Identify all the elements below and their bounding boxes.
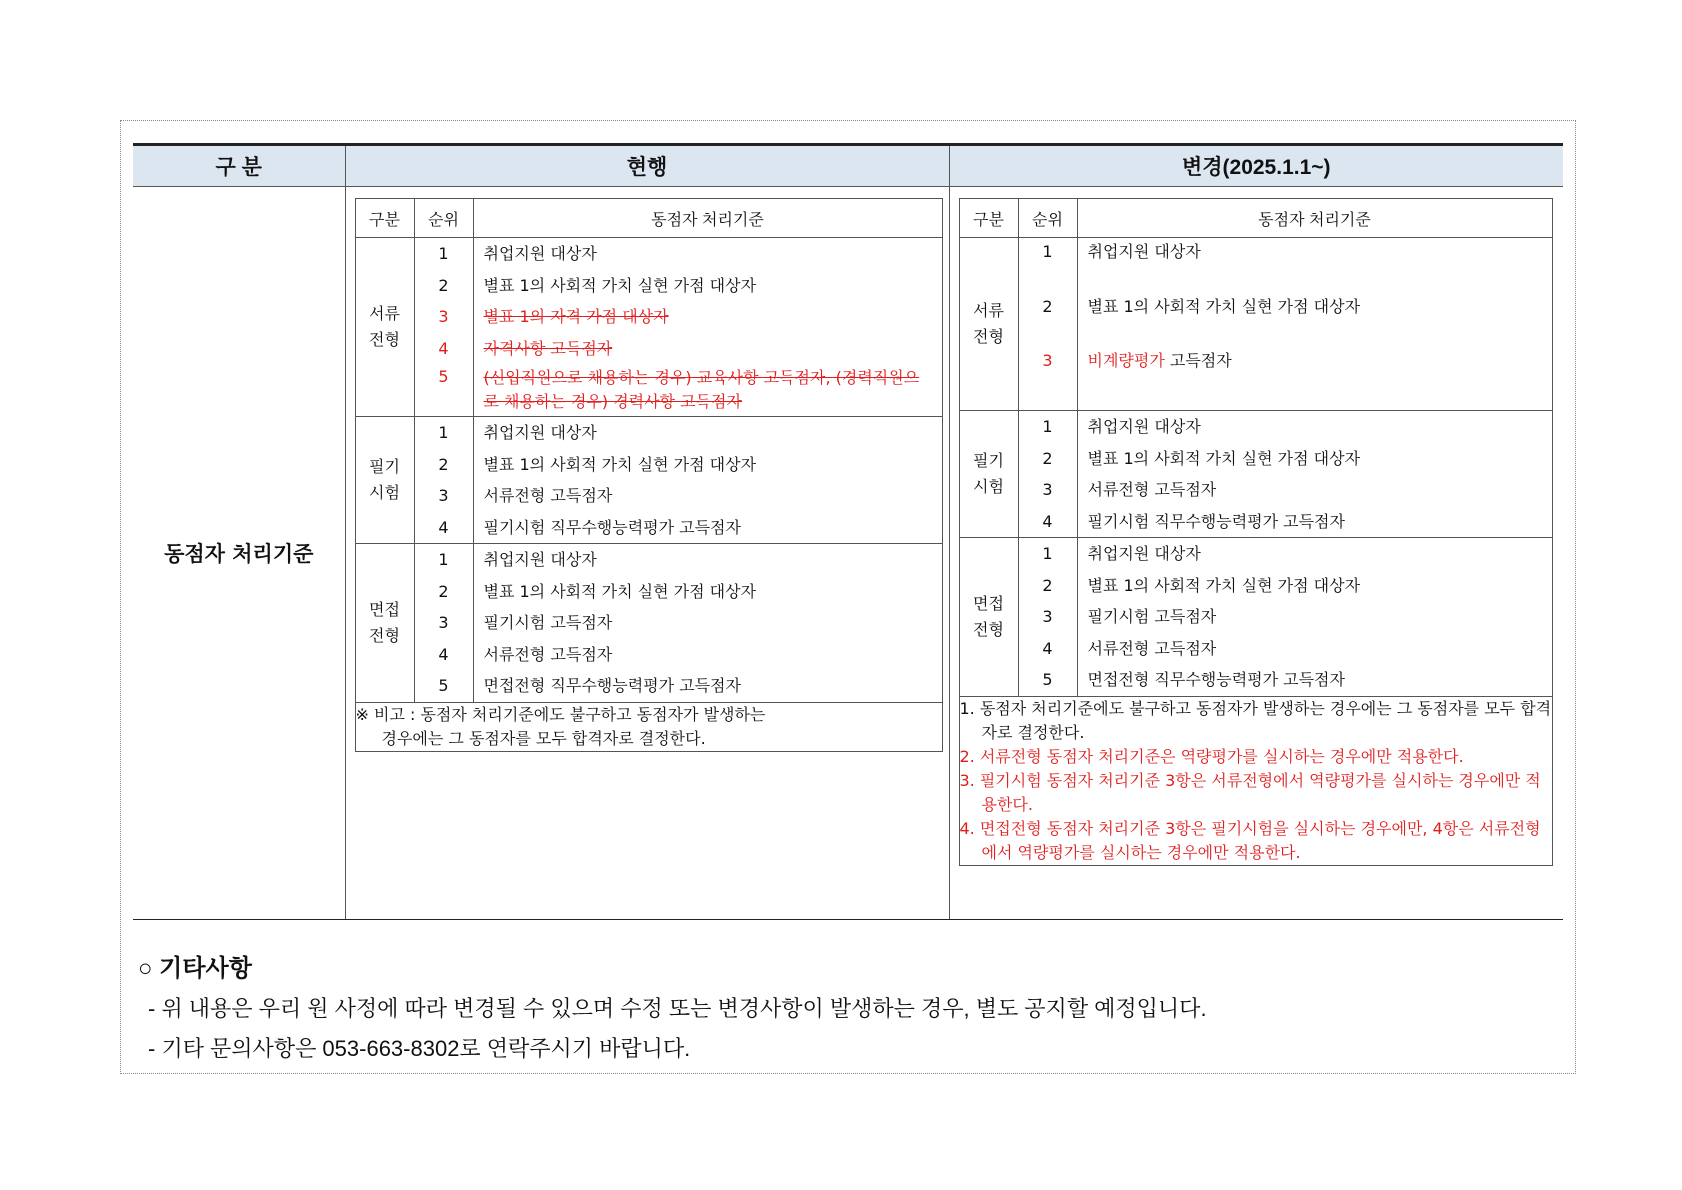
changed-document-group (959, 238, 1552, 411)
current-cell (345, 187, 949, 920)
rank: 4 (438, 338, 449, 358)
inner-header-group: 구분 (959, 199, 1018, 238)
criteria-text: 별표 1의 사회적 가치 실현 가점 대상자 (1087, 575, 1361, 595)
inner-header-rank: 순위 (414, 199, 473, 238)
criteria-text: 별표 1의 사회적 가치 실현 가점 대상자 (483, 275, 757, 295)
rank: 2 (438, 454, 449, 474)
criteria-text: 면접전형 직무수행능력평가 고득점자 (1087, 670, 1345, 689)
rank: 4 (1042, 638, 1053, 658)
current-note: ※ 비고 : 동점자 처리기준에도 불구하고 동점자가 발생하는 경우에는 그 동점자를 모두 합격자로 결정한다. (355, 702, 942, 751)
inner-header-rank: 순위 (1018, 199, 1077, 238)
changed-criteria-table (959, 198, 1553, 866)
criteria-text: 취업지원 대상자 (483, 244, 597, 263)
rank: 1 (438, 244, 449, 263)
criteria-text: 취업지원 대상자 (1087, 417, 1201, 436)
current-document-group (355, 238, 942, 417)
note-item: 2. 서류전형 동점자 처리기준은 역량평가를 실시하는 경우에만 적용한다. (959, 746, 1464, 766)
rank: 3 (438, 613, 449, 632)
criteria-text: 별표 1의 사회적 가치 실현 가점 대상자 (1087, 448, 1361, 468)
rank: 1 (1042, 242, 1053, 261)
criteria-text: 별표 1의 사회적 가치 실현 가점 대상자 (1087, 297, 1361, 316)
header-category: 구 분 (133, 145, 345, 187)
criteria-text: 필기시험 직무수행능력평가 고득점자 (1087, 511, 1345, 531)
criteria-text: 서류전형 고득점자 (483, 644, 613, 664)
note-item: 3. 필기시험 동점자 처리기준 3항은 서류전형에서 역량평가를 실시하는 경우에만 적용한다. (959, 770, 1541, 814)
rank: 2 (438, 581, 449, 601)
criteria-text: 필기시험 고득점자 (483, 613, 613, 632)
rank: 4 (1042, 511, 1053, 531)
current-criteria-table (355, 198, 943, 752)
criteria-text: 서류전형 고득점자 (483, 486, 613, 505)
etc-heading: ○ 기타사항 (138, 955, 252, 982)
rank: 1 (1042, 417, 1053, 436)
group-label: 필기 시험 (355, 417, 414, 544)
rank: 2 (1042, 297, 1053, 316)
inner-header-criteria: 동점자 처리기준 (1077, 199, 1552, 238)
rank: 5 (438, 676, 449, 695)
etc-line-2: - 기타 문의사항은 053-663-8302로 연락주시기 바랍니다. (148, 1036, 691, 1061)
rank: 5 (438, 367, 449, 386)
criteria-text: 취업지원 대상자 (1087, 544, 1201, 563)
criteria-text: 별표 1의 사회적 가치 실현 가점 대상자 (483, 454, 757, 474)
etc-line-1: - 위 내용은 우리 원 사정에 따라 변경될 수 있으며 수정 또는 변경사항이 발생하는 경우, 별도 공지할 예정입니다. (148, 996, 1207, 1021)
group-label: 면접 전형 (355, 544, 414, 703)
rank: 3 (438, 486, 449, 505)
rank: 3 (438, 307, 449, 326)
criteria-text-deleted: 자격사항 고득점자 (483, 338, 613, 358)
rank: 1 (1042, 544, 1053, 563)
category-label: 동점자 처리기준 (133, 187, 345, 920)
criteria-text: 서류전형 고득점자 (1087, 638, 1217, 658)
rank: 5 (1042, 670, 1053, 689)
criteria-text: 취업지원 대상자 (483, 423, 597, 442)
criteria-text: 별표 1의 사회적 가치 실현 가점 대상자 (483, 581, 757, 601)
changed-cell (949, 187, 1563, 920)
changed-written-group (959, 411, 1552, 538)
inner-header-criteria: 동점자 처리기준 (473, 199, 942, 238)
rank: 2 (1042, 575, 1053, 595)
criteria-text-deleted: (신입직원으로 채용하는 경우) 교육사항 고득점자, (경력직원으로 채용하는 경우) 경력사항 고득점자 (483, 368, 920, 411)
criteria-text-new: 비계량평가 고득점자 (1087, 351, 1232, 370)
rank: 3 (1042, 480, 1053, 499)
rank: 4 (438, 517, 449, 537)
criteria-text: 서류전형 고득점자 (1087, 480, 1217, 499)
rank: 2 (1042, 448, 1053, 468)
group-label: 필기 시험 (959, 411, 1018, 538)
note-item: 4. 면접전형 동점자 처리기준 3항은 필기시험을 실시하는 경우에만, 4항은 서류전형에서 역량평가를 실시하는 경우에만 적용한다. (959, 818, 1541, 862)
rank: 3 (1042, 351, 1053, 370)
group-label: 면접 전형 (959, 538, 1018, 697)
changed-interview-group (959, 538, 1552, 697)
group-label: 서류 전형 (355, 238, 414, 417)
group-label: 서류 전형 (959, 238, 1018, 411)
criteria-text: 취업지원 대상자 (1087, 242, 1201, 261)
criteria-text: 필기시험 고득점자 (1087, 607, 1217, 626)
note-item: 1. 동점자 처리기준에도 불구하고 동점자가 발생하는 경우에는 그 동점자를 모두 합격자로 결정한다. (959, 698, 1552, 742)
rank: 4 (438, 644, 449, 664)
criteria-text: 취업지원 대상자 (483, 550, 597, 569)
rank: 1 (438, 550, 449, 569)
rank: 1 (438, 423, 449, 442)
changed-notes (959, 696, 1552, 865)
current-interview-group (355, 544, 942, 703)
current-written-group (355, 417, 942, 544)
inner-header-group: 구분 (355, 199, 414, 238)
header-changed: 변경(2025.1.1~) (949, 145, 1563, 187)
rank: 2 (438, 275, 449, 295)
comparison-table (133, 143, 1563, 920)
criteria-text: 필기시험 직무수행능력평가 고득점자 (483, 517, 741, 537)
criteria-text-deleted: 별표 1의 자격 가점 대상자 (483, 307, 669, 326)
criteria-text: 면접전형 직무수행능력평가 고득점자 (483, 676, 741, 695)
rank: 3 (1042, 607, 1053, 626)
header-current: 현행 (345, 145, 949, 187)
